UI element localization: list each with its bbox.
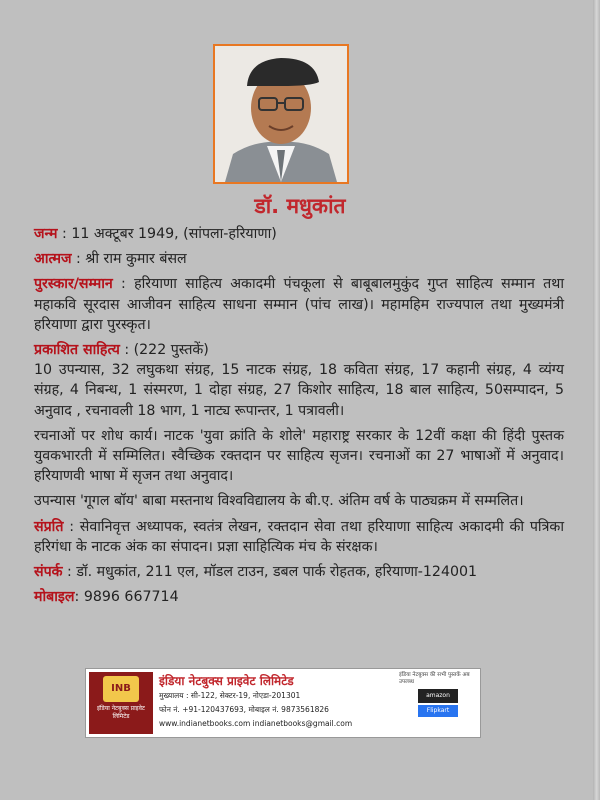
flipkart-badge: Flipkart xyxy=(418,705,458,717)
awards-value: : हरियाणा साहित्य अकादमी पंचकूला से बाबूबालमुकुंद गुप्त साहित्य सम्मान तथा महाकवि सूरदास आजीवन साहित्य साधना सम्मान (पांच लाख)। महामहिम राज्यपाल तथा मुख्यमंत्री हरियाणा द्वारा पुरस्कृत। xyxy=(34,276,564,333)
awards-label: पुरस्कार/सम्मान xyxy=(34,276,113,293)
store-text: इंडिया नेटबुक्स की सभी पुस्तकें अब उपलब्ध xyxy=(399,672,470,685)
birth-line xyxy=(34,224,564,244)
publisher-name: इंडिया नेटबुक्स प्राइवेट लिमिटेड xyxy=(159,674,294,688)
awards-line xyxy=(34,274,564,335)
contact-value: : डॉ. मधुकांत, 211 एल, मॉडल टाउन, डबल पार्क रोहतक, हरियाणा-124001 xyxy=(62,564,478,581)
published-label: प्रकाशित साहित्य xyxy=(34,342,120,359)
published-list: 10 उपन्यास, 32 लघुकथा संग्रह, 15 नाटक संग्रह, 18 कविता संग्रह, 17 कहानी संग्रह, 4 व्यंग्य संग्रह, 4 निबन्ध, 1 संस्मरण, 1 दोहा संग्रह, 27 किशोर साहित्य, 18 बाल साहित्य, 50सम्पादन, 5 अनुवाद , रचनावली 18 भाग, 1 नाट्य रूपान्तर, 1 पत्रावली। xyxy=(34,362,564,419)
birth-label: जन्म xyxy=(34,226,58,242)
mobile-value: : 9896 667714 xyxy=(74,589,179,606)
self-line xyxy=(34,249,564,269)
contact-line xyxy=(34,562,564,582)
current-line xyxy=(34,517,564,557)
current-label: संप्रति xyxy=(34,518,64,535)
publisher-logo xyxy=(89,672,153,734)
published-line xyxy=(34,340,564,360)
book-icon: INB xyxy=(103,676,139,702)
store-badges xyxy=(399,672,477,734)
bio-content xyxy=(34,224,564,612)
novel-text: उपन्यास 'गूगल बॉय' बाबा मस्तनाथ विश्वविद्यालय के बी.ए. अंतिम वर्ष के पाठ्यक्रम में सम्मलित। xyxy=(34,493,524,510)
research-text: रचनाओं पर शोध कार्य। नाटक 'युवा क्रांति के शोले' महाराष्ट्र सरकार के 12वीं कक्षा की हिंदी पुस्तक युवकभारती में सम्मिलित। स्वैच्छिक रक्तदान पर साहित्य सृजन। रचनाओं का 27 भाषाओं में अनुवाद। हरियाणवी भाषा में सृजन तथा अनुवाद। xyxy=(34,427,564,485)
page-edge xyxy=(593,0,600,800)
birth-value: : 11 अक्टूबर 1949, (सांपला-हरियाणा) xyxy=(57,226,277,242)
publisher-web: www.indianetbooks.com indianetbooks@gmail.com xyxy=(159,719,353,728)
amazon-badge: amazon xyxy=(418,689,458,703)
mobile-label: मोबाइल xyxy=(34,589,75,606)
author-photo xyxy=(213,44,349,184)
author-name: डॉ. मधुकांत xyxy=(254,194,346,218)
published-count: : (222 पुस्तकें) xyxy=(119,342,209,359)
publisher-box xyxy=(85,668,481,738)
publisher-phone: फोन नं. +91-120437693, मोबाइल नं. 9873561826 xyxy=(159,705,329,714)
mobile-line xyxy=(34,587,564,607)
current-value: : सेवानिवृत्त अध्यापक, स्वतंत्र लेखन, रक्तदान सेवा तथा हरियाणा साहित्य अकादमी की पत्रिका हरिगंधा के नाटक अंक का संपादन। प्रज्ञा साहित्यिक मंच के संरक्षक। xyxy=(34,518,564,555)
self-label: आत्मज xyxy=(34,251,72,268)
contact-label: संपर्क xyxy=(34,564,63,581)
publisher-logo-caption: इंडिया नेटबुक्स प्राइवेट लिमिटेड xyxy=(97,705,145,720)
publisher-address: मुख्यालय : सी-122, सेक्टर-19, नोएडा-201301 xyxy=(159,691,301,700)
self-value: : श्री राम कुमार बंसल xyxy=(71,251,187,268)
